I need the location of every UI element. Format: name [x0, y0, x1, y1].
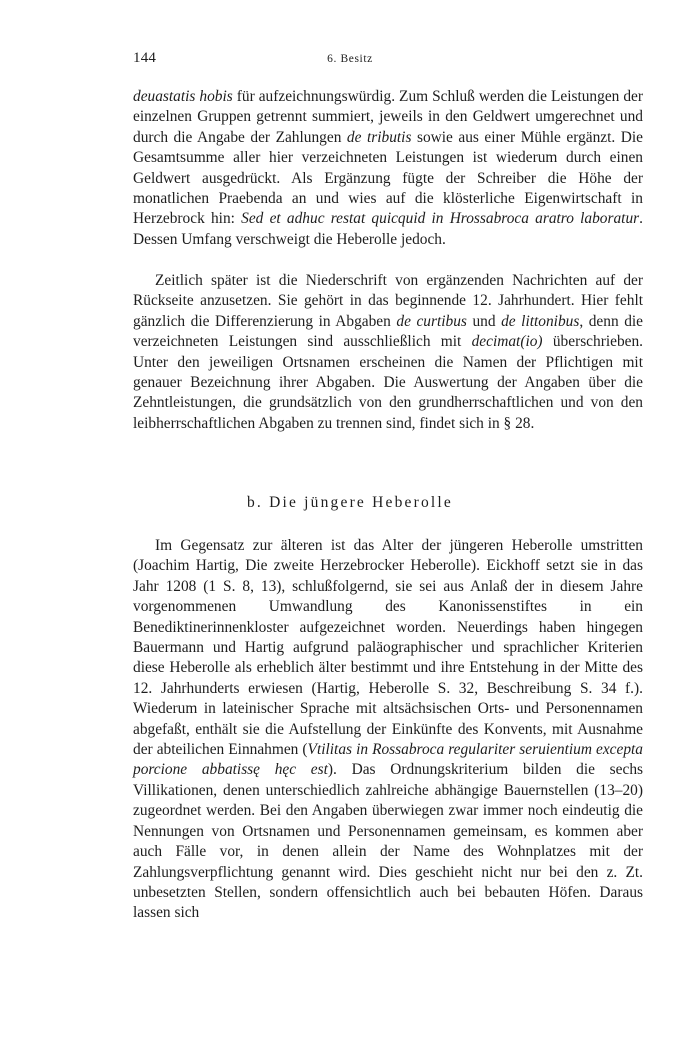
- text-run: sowie aus einer Mühle ergänzt. Die Gesamtsumme aller hier verzeichneten Leistungen ist wiederum durch einen Geldwert ausgedrückt. Als Ergänzung fügte der Schreiber die Höhe der monatlichen Praebenda an und wies auf die klösterliche Eigenwirtschaft in Herzebrock hin:: [133, 128, 643, 228]
- running-head: 6. Besitz: [327, 53, 373, 65]
- paragraph-3-text: [133, 536, 643, 924]
- paragraph-1: [133, 87, 643, 250]
- text-run: Im Gegensatz zur älteren ist das Alter der jüngeren Heberolle umstritten (Joachim Hartig, Die zweite Herzebrocker Heberolle). Eickhoff setzt sie in das Jahr 1208 (1 S. 8, 13), schlußfolgernd, sie sei aus Anlaß der in diesem Jahre vorgenommenen Umwandlung des Kanonissenstiftes in ein Benediktinerinnenkloster aufgezeichnet worden. Neuerdings haben hingegen Bauermann und Hartig aufgrund paläographischer und sprachlicher Kriterien diese Heberolle als erheblich älter bestimmt und ihre Entstehung in der Mitte des 12. Jahrhunderts erwiesen (Hartig, Heberolle S. 32, Beschreibung S. 34 f.). Wiederum in lateinischer Sprache mit altsächsischen Orts- und Personennamen abgefaßt, enthält sie die Aufstellung der Einkünfte des Konvents, mit Ausnahme der abteilichen Einnahmen (: [133, 537, 643, 759]
- text-run: . Dessen Umfang verschweigt die Heberolle jedoch.: [133, 210, 643, 248]
- latin-quote: Vtilitas in Rossabroca regulariter seruientium excepta porcione abbatissę hęc est: [133, 741, 643, 779]
- latin-phrase: deuastatis hobis: [133, 88, 233, 105]
- text-run: , denn die verzeichneten Leistungen sind ausschließlich mit: [133, 312, 643, 351]
- paragraph-2: [133, 271, 643, 434]
- text-run: ). Das Ordnungskriterium bilden die sechs Villikationen, denen unterschiedlich zahlreiche abhängige Bauernstellen (13–20) zugeordnet werden. Bei den Angaben überwiegen zwar immer noch eindeutig die Nennungen von Ortsnamen und Personennamen gemeinsam, es kommen aber auch Fälle vor, in denen allein der Name des Wohnplatzes mit der Zahlungsverpflichtung genannt wird. Dies geschieht nicht nur bei den z. Zt. unbesetzten Stellen, sondern offensichtlich auch bei bebauten Höfen. Daraus lassen sich: [133, 761, 644, 922]
- text-run: Zeitlich später ist die Niederschrift von ergänzenden Nachrichten auf der Rückseite anzusetzen. Sie gehört in das beginnende 12. Jahrhundert. Hier fehlt gänzlich die Differenzierung in Abgaben: [133, 272, 643, 330]
- latin-phrase: de tributis: [346, 128, 412, 146]
- paragraph-3: [133, 536, 643, 924]
- section-heading: b. Die jüngere Heberolle: [246, 494, 453, 511]
- text-run: und: [466, 312, 502, 330]
- page-number: 144: [133, 50, 157, 66]
- paragraph-1-text: [133, 87, 643, 250]
- latin-phrase: de curtibus: [396, 312, 467, 330]
- text-run: überschrieben. Unter den jeweiligen Ortsnamen erscheinen die Namen der Pflichtigen mit genauer Bezeichnung ihrer Abgaben. Die Auswertung der Angaben über die Zehntleistungen, die grundsätzlich von den grundherrschaftlichen und von den leibherrschaftlichen Abgaben zu trennen sind, findet sich in § 28.: [133, 333, 644, 432]
- paragraph-2-text: [133, 271, 643, 434]
- latin-phrase: decimat(io): [471, 333, 543, 351]
- latin-quote: Sed et adhuc restat quicquid in Hrossabroca aratro laboratur: [241, 210, 640, 228]
- latin-phrase: de littonibus: [501, 312, 580, 330]
- text-run: für aufzeichnungswürdig. Zum Schluß werden die Leistungen der einzelnen Gruppen getrennt summiert, jeweils in den Geldwert umgerechnet und durch die Angabe der Zahlungen: [133, 88, 643, 146]
